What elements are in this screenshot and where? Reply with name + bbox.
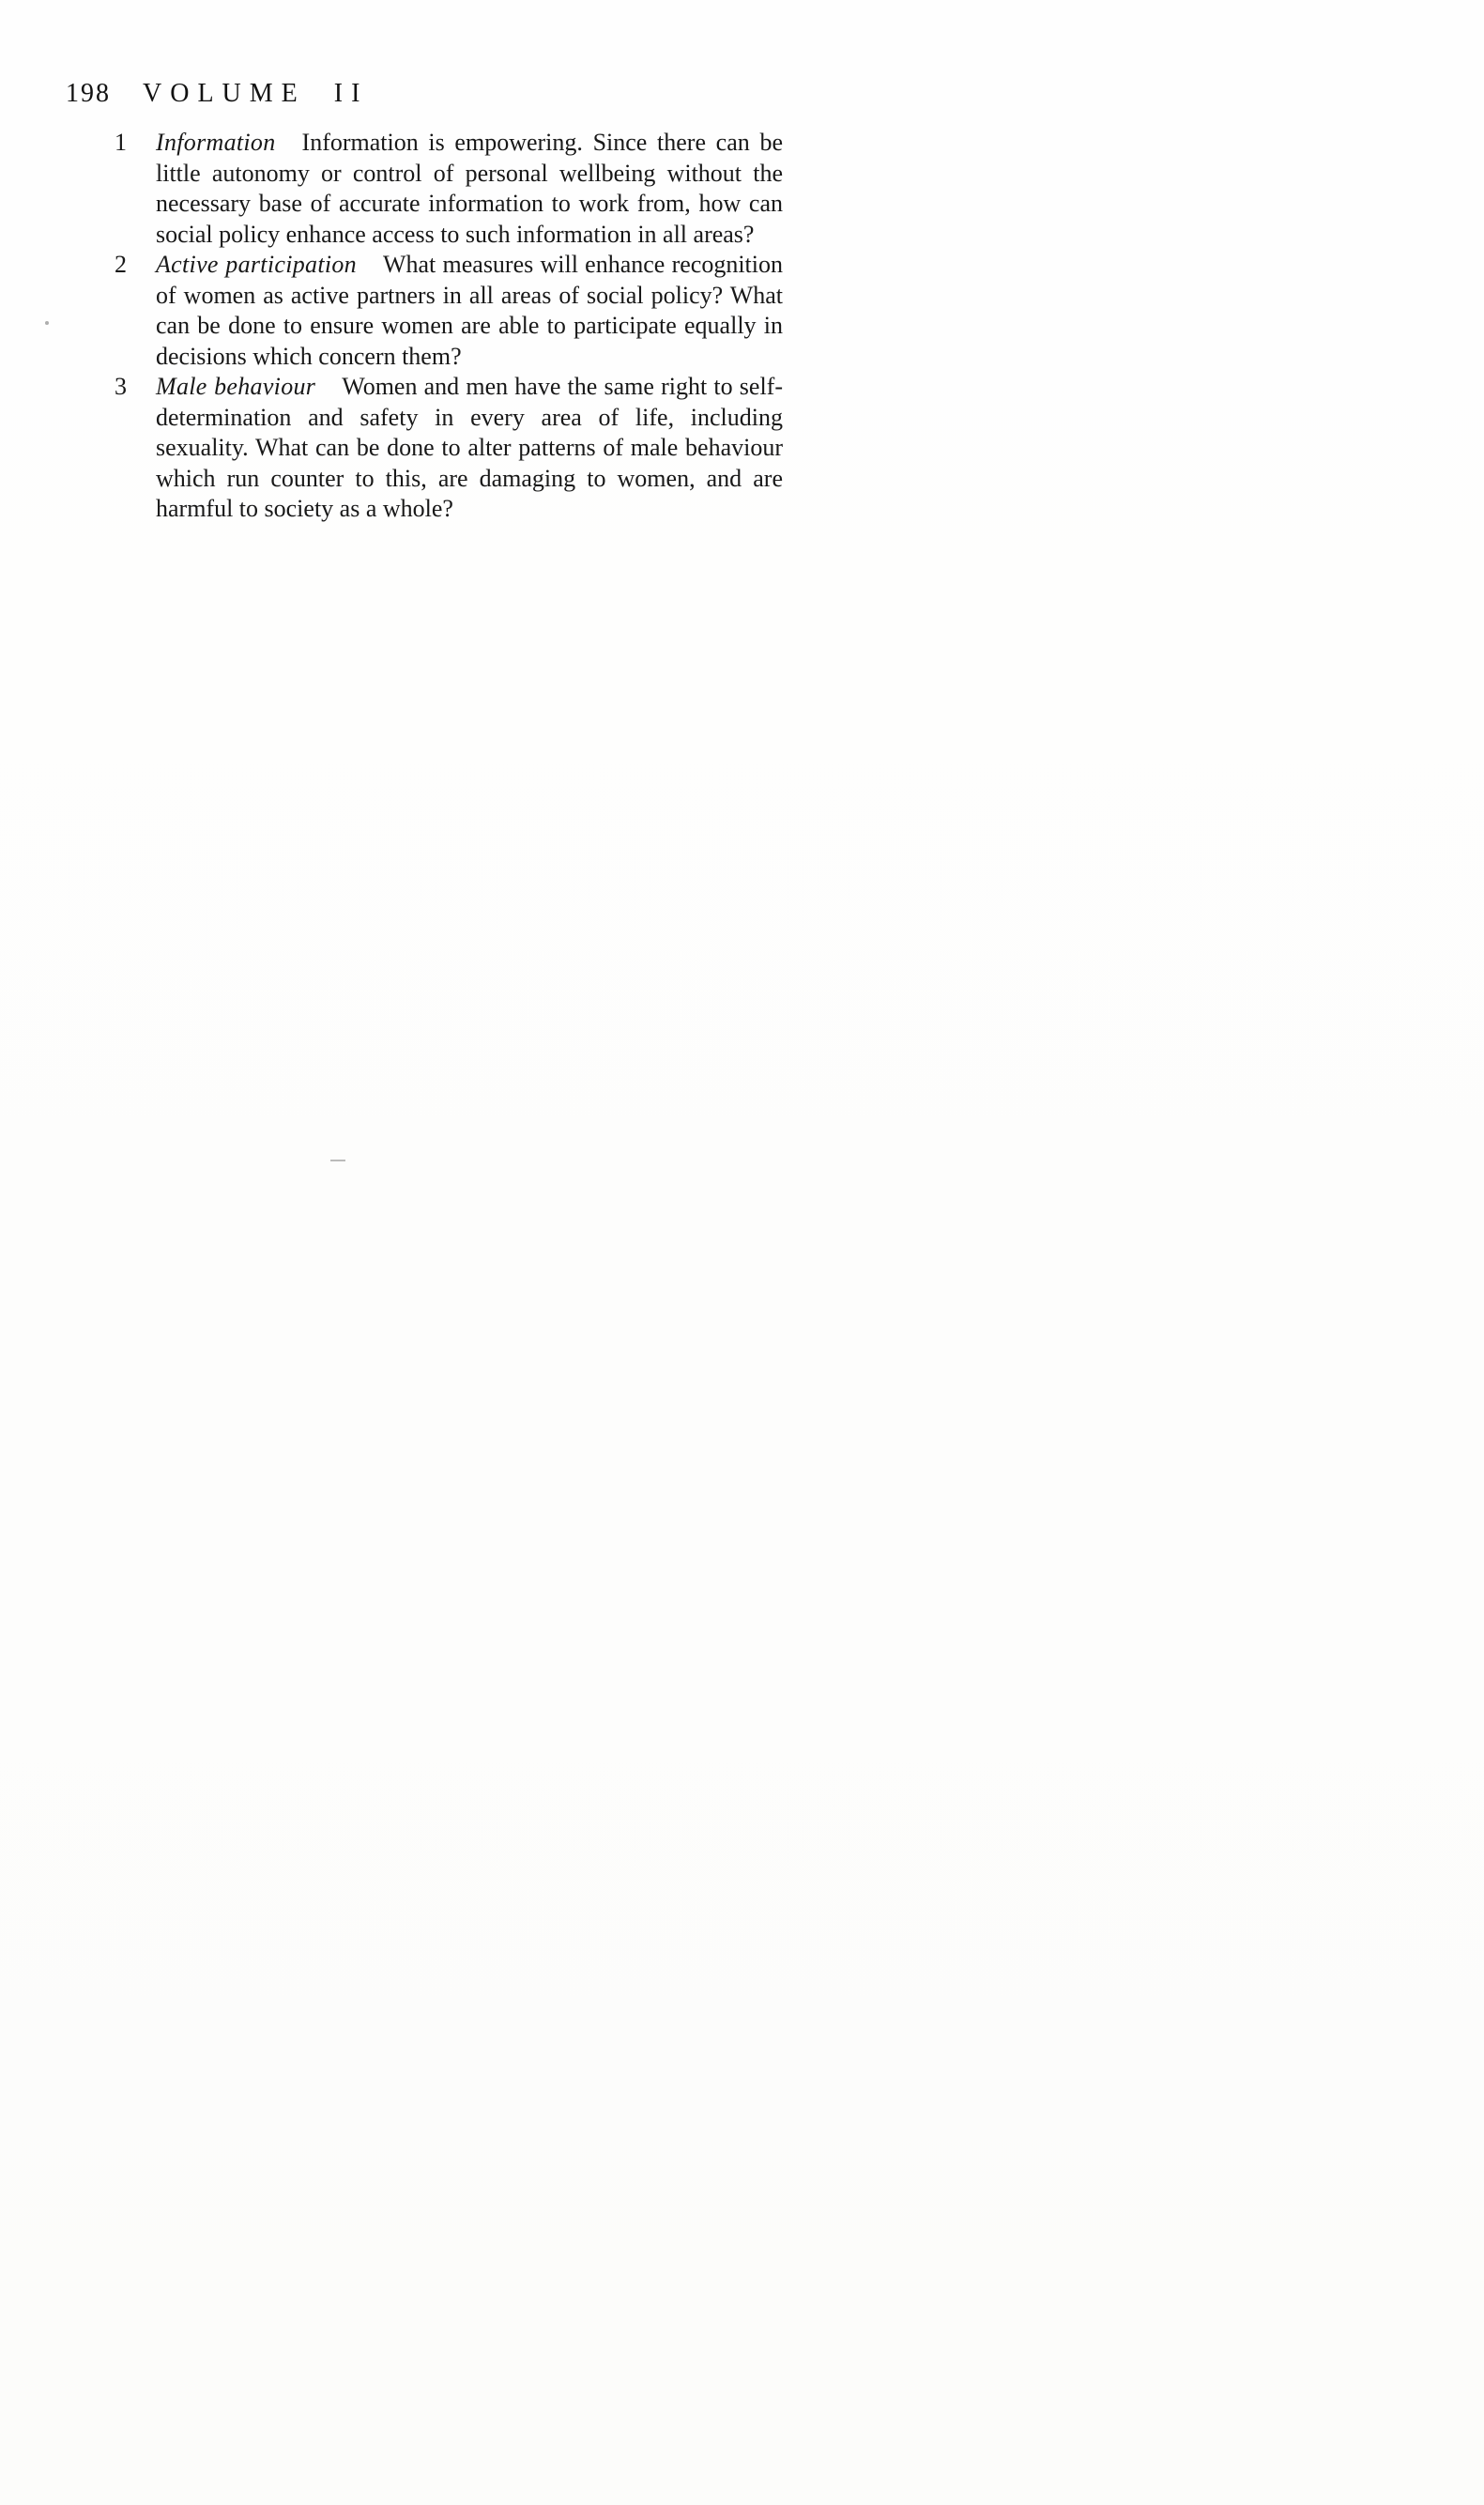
scan-dash-mark xyxy=(330,1160,345,1161)
item-term: Active participation xyxy=(156,251,357,278)
page-number: 198 xyxy=(66,79,111,108)
item-term: Male behaviour xyxy=(156,373,316,400)
item-text: Information is empowering. Since there can be little autonomy or control of personal wellbeing without the necessary base of accurate information to work from, how can social policy enhance access to such information in all areas? xyxy=(156,129,783,248)
list-item xyxy=(115,128,783,250)
scan-speck-mark xyxy=(45,321,49,325)
item-body xyxy=(156,372,783,525)
list-item xyxy=(115,372,783,525)
list-item xyxy=(115,250,783,372)
item-text: What measures will enhance recognition of women as active partners in all areas of social policy? What can be done to ensure women are able to participate equally in decisions which concern them? xyxy=(156,251,783,370)
item-number: 2 xyxy=(115,251,127,278)
question-list xyxy=(115,128,783,525)
item-number: 3 xyxy=(115,373,127,400)
item-text: Women and men have the same right to self-determination and safety in every area of life, including sexuality. What can be done to alter patterns of male behaviour which run counter to this, are damaging to women, and are harmful to society as a whole? xyxy=(156,373,783,522)
running-head: VOLUME II xyxy=(143,79,369,108)
item-number: 1 xyxy=(115,129,127,156)
page-header xyxy=(66,79,368,109)
item-term: Information xyxy=(156,129,276,156)
item-body xyxy=(156,250,783,372)
item-body xyxy=(156,128,783,250)
